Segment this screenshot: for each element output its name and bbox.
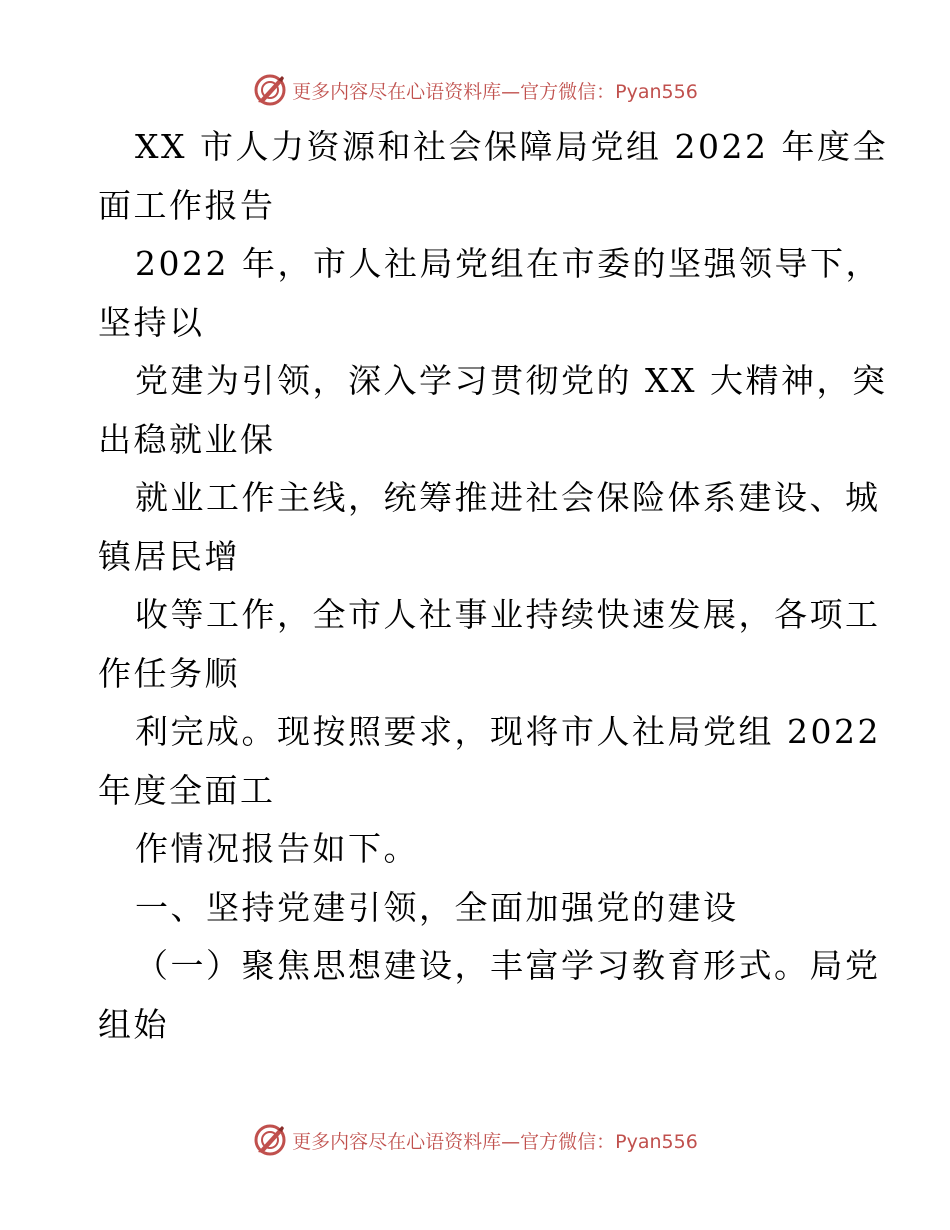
pen-circle-logo-icon <box>252 1122 288 1158</box>
document-line: （一）聚焦思想建设，丰富学习教育形式。局党 <box>135 946 881 985</box>
document-line: 党建为引领，深入学习贯彻党的 XX 大精神，突 <box>135 361 888 400</box>
document-line: 年度全面工 <box>98 770 276 810</box>
document-line: 作任务顺 <box>98 653 240 693</box>
footer-watermark <box>0 1120 950 1160</box>
header-watermark <box>0 70 950 110</box>
watermark-wechat-id: Pyan556 <box>615 80 698 103</box>
document-line: 组始 <box>98 1004 169 1044</box>
document-line: 出稳就业保 <box>98 419 276 459</box>
document-line: XX 市人力资源和社会保障局党组 2022 年度全 <box>135 127 888 166</box>
document-line: 一、坚持党建引领，全面加强党的建设 <box>135 887 739 927</box>
document-line: 坚持以 <box>98 302 205 342</box>
document-line: 镇居民增 <box>98 536 240 576</box>
watermark-text: 更多内容尽在心语资料库—官方微信：Pyan556 <box>292 80 698 103</box>
watermark-wechat-id: Pyan556 <box>615 1130 698 1153</box>
document-line: 面工作报告 <box>98 185 276 225</box>
watermark-text: 更多内容尽在心语资料库—官方微信：Pyan556 <box>292 1130 698 1153</box>
document-line: 2022 年，市人社局党组在市委的坚强领导下， <box>135 244 881 283</box>
pen-circle-logo-icon <box>252 72 288 108</box>
document-line: 利完成。现按照要求，现将市人社局党组 2022 <box>135 712 881 751</box>
document-line: 就业工作主线，统筹推进社会保险体系建设、城 <box>135 478 881 517</box>
document-line: 收等工作，全市人社事业持续快速发展，各项工 <box>135 595 881 634</box>
document-line: 作情况报告如下。 <box>135 829 419 868</box>
document-body <box>98 118 888 1054</box>
